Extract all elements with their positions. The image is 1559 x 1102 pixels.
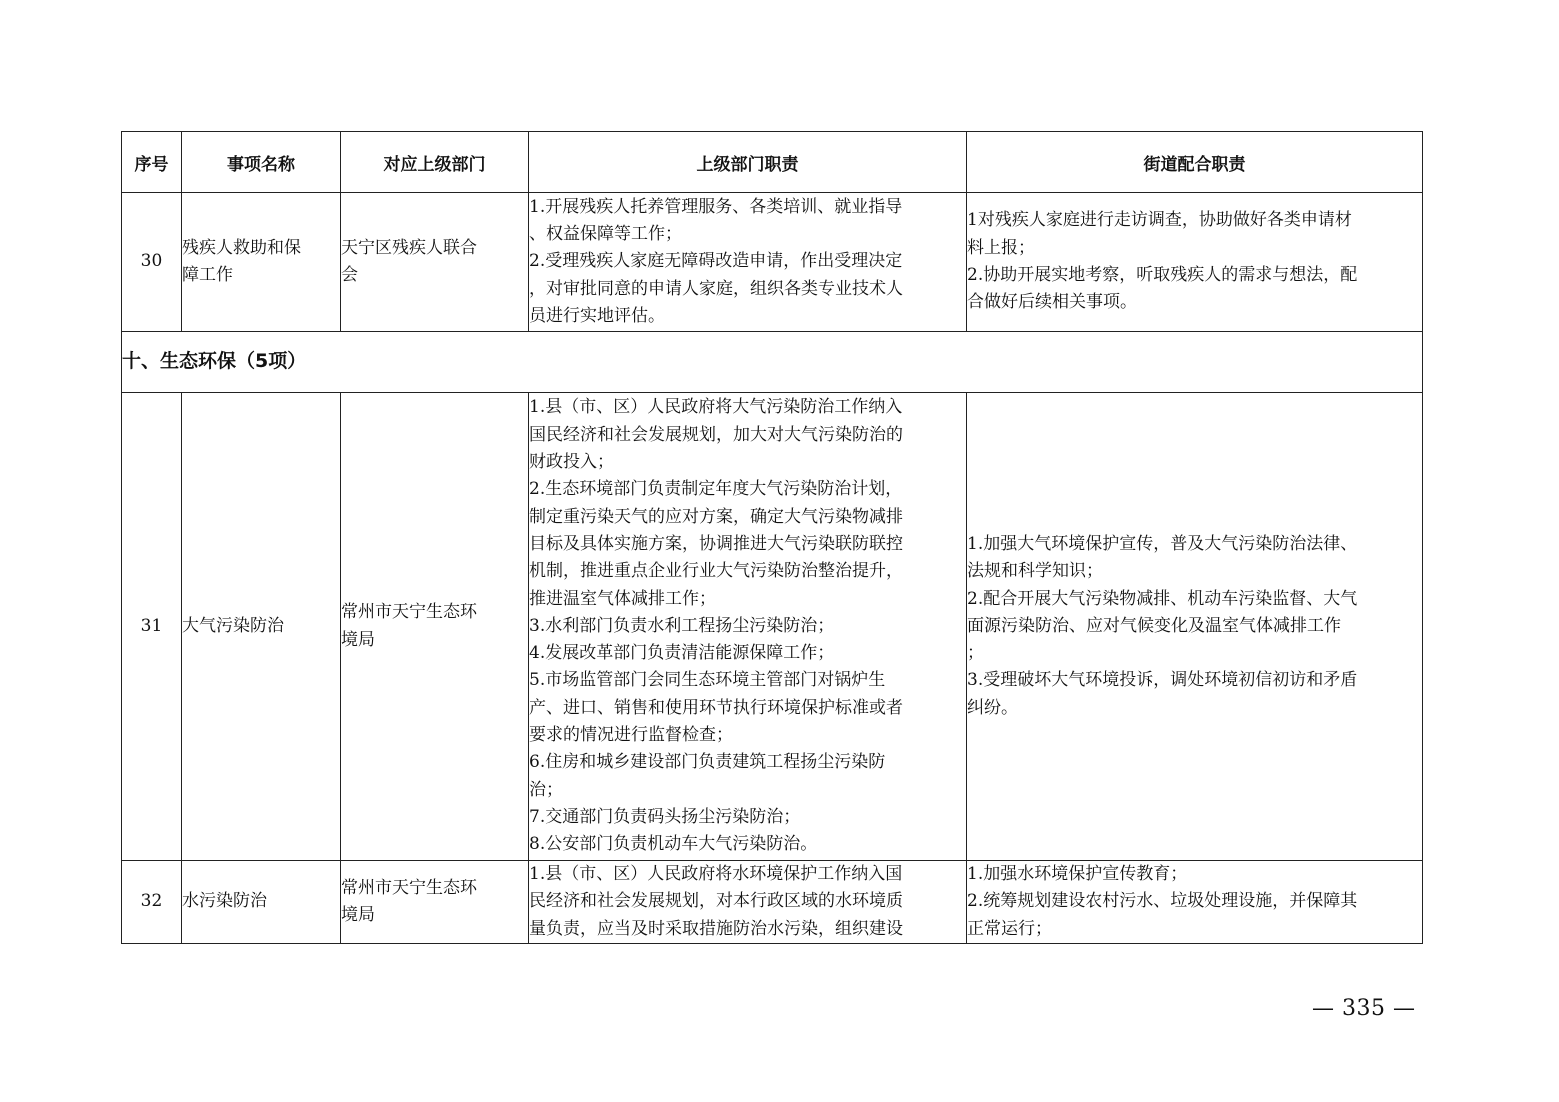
text-line: 面源污染防治、应对气候变化及温室气体减排工作 (967, 615, 1341, 636)
text-line: 境局 (341, 905, 375, 925)
text-line: 量负责，应当及时采取措施防治水污染，组织建设 (529, 918, 903, 939)
text-line: ； (967, 643, 984, 664)
text-line: 制定重污染天气的应对方案，确定大气污染物减排 (529, 506, 903, 527)
text-line: 机制，推进重点企业行业大气污染防治整治提升， (529, 561, 903, 582)
text-line: 7.交通部门负责码头扬尘污染防治； (529, 806, 801, 827)
text-line: 2.受理残疾人家庭无障碍改造申请，作出受理决定 (529, 251, 903, 272)
text-line: 常州市天宁生态环 (341, 877, 477, 898)
text-line: 正常运行； (967, 918, 1052, 939)
table-row (122, 393, 1423, 861)
text-line: 1.加强水环境保护宣传教育； (967, 864, 1188, 885)
row-dept (341, 193, 529, 332)
header-row (122, 132, 1423, 193)
text-line: 3.受理破坏大气环境投诉，调处环境初信初访和矛盾 (967, 670, 1358, 691)
row-item-name (182, 393, 341, 861)
text-line: 料上报； (967, 237, 1035, 258)
row-street-duty (967, 193, 1423, 332)
row-seq: 31 (122, 393, 182, 861)
row-seq: 32 (122, 861, 182, 944)
text-line: 5.市场监管部门会同生态环境主管部门对锅炉生 (529, 670, 886, 691)
header-street-duty: 街道配合职责 (967, 132, 1423, 193)
text-line: 、权益保障等工作； (529, 224, 682, 245)
header-item-name: 事项名称 (182, 132, 341, 193)
text-line: 2.协助开展实地考察，听取残疾人的需求与想法，配 (967, 265, 1358, 285)
text-line: 产、进口、销售和使用环节执行环境保护标准或者 (529, 697, 903, 718)
text-line: 2.生态环境部门负责制定年度大气污染防治计划， (529, 479, 903, 500)
text-line: 治； (529, 779, 563, 800)
text-line: 纠纷。 (967, 697, 1018, 718)
text-line: 境局 (341, 629, 375, 650)
header-seq: 序号 (122, 132, 182, 193)
text-line: 合做好后续相关事项。 (967, 292, 1137, 313)
text-line: 1.加强大气环境保护宣传，普及大气污染防治法律、 (967, 533, 1358, 554)
text-line: 1.开展残疾人托养管理服务、各类培训、就业指导 (529, 196, 903, 217)
text-line: 障工作 (182, 265, 233, 285)
row-street-duty (967, 861, 1423, 944)
page-number: — 335 — (1312, 996, 1416, 1021)
header-upper-duty: 上级部门职责 (529, 132, 967, 193)
text-line: 推进温室气体减排工作； (529, 588, 716, 609)
row-upper-duty (529, 861, 967, 944)
text-line: 目标及具体实施方案，协调推进大气污染联防联控 (529, 533, 903, 554)
duty-table (121, 131, 1423, 944)
text-line: 常州市天宁生态环 (341, 602, 477, 623)
text-line: 要求的情况进行监督检查； (529, 725, 733, 746)
text-line: ，对审批同意的申请人家庭，组织各类专业技术人 (529, 278, 903, 299)
text-line: 1对残疾人家庭进行走访调查，协助做好各类申请材 (967, 210, 1352, 231)
row-item-name (182, 193, 341, 332)
text-line: 残疾人救助和保 (182, 237, 301, 258)
section-row (122, 332, 1423, 393)
row-item-name (182, 861, 341, 944)
text-line: 1.县（市、区）人民政府将大气污染防治工作纳入 (529, 397, 903, 418)
text-line: 4.发展改革部门负责清洁能源保障工作； (529, 643, 835, 664)
row-dept (341, 393, 529, 861)
text-line: 2.统筹规划建设农村污水、垃圾处理设施，并保障其 (967, 891, 1358, 912)
text-line: 天宁区残疾人联合 (341, 237, 477, 258)
text-line: 财政投入； (529, 452, 614, 473)
text-line: 大气污染防治 (182, 615, 284, 636)
row-dept (341, 861, 529, 944)
section-heading: 十、生态环保（5项） (122, 332, 1423, 393)
text-line: 会 (341, 265, 358, 285)
row-upper-duty (529, 193, 967, 332)
row-seq: 30 (122, 193, 182, 332)
text-line: 民经济和社会发展规划，对本行政区域的水环境质 (529, 891, 903, 912)
text-line: 员进行实地评估。 (529, 305, 665, 326)
text-line: 8.公安部门负责机动车大气污染防治。 (529, 834, 818, 855)
table-row (122, 193, 1423, 332)
header-dept: 对应上级部门 (341, 132, 529, 193)
text-line: 水污染防治 (182, 891, 267, 912)
text-line: 2.配合开展大气污染物减排、机动车污染监督、大气 (967, 588, 1358, 609)
text-line: 法规和科学知识； (967, 561, 1103, 582)
text-line: 6.住房和城乡建设部门负责建筑工程扬尘污染防 (529, 752, 886, 773)
row-upper-duty (529, 393, 967, 861)
table-row (122, 861, 1423, 944)
text-line: 1.县（市、区）人民政府将水环境保护工作纳入国 (529, 864, 903, 885)
text-line: 3.水利部门负责水利工程扬尘污染防治； (529, 615, 835, 636)
row-street-duty (967, 393, 1423, 861)
text-line: 国民经济和社会发展规划，加大对大气污染防治的 (529, 424, 903, 445)
